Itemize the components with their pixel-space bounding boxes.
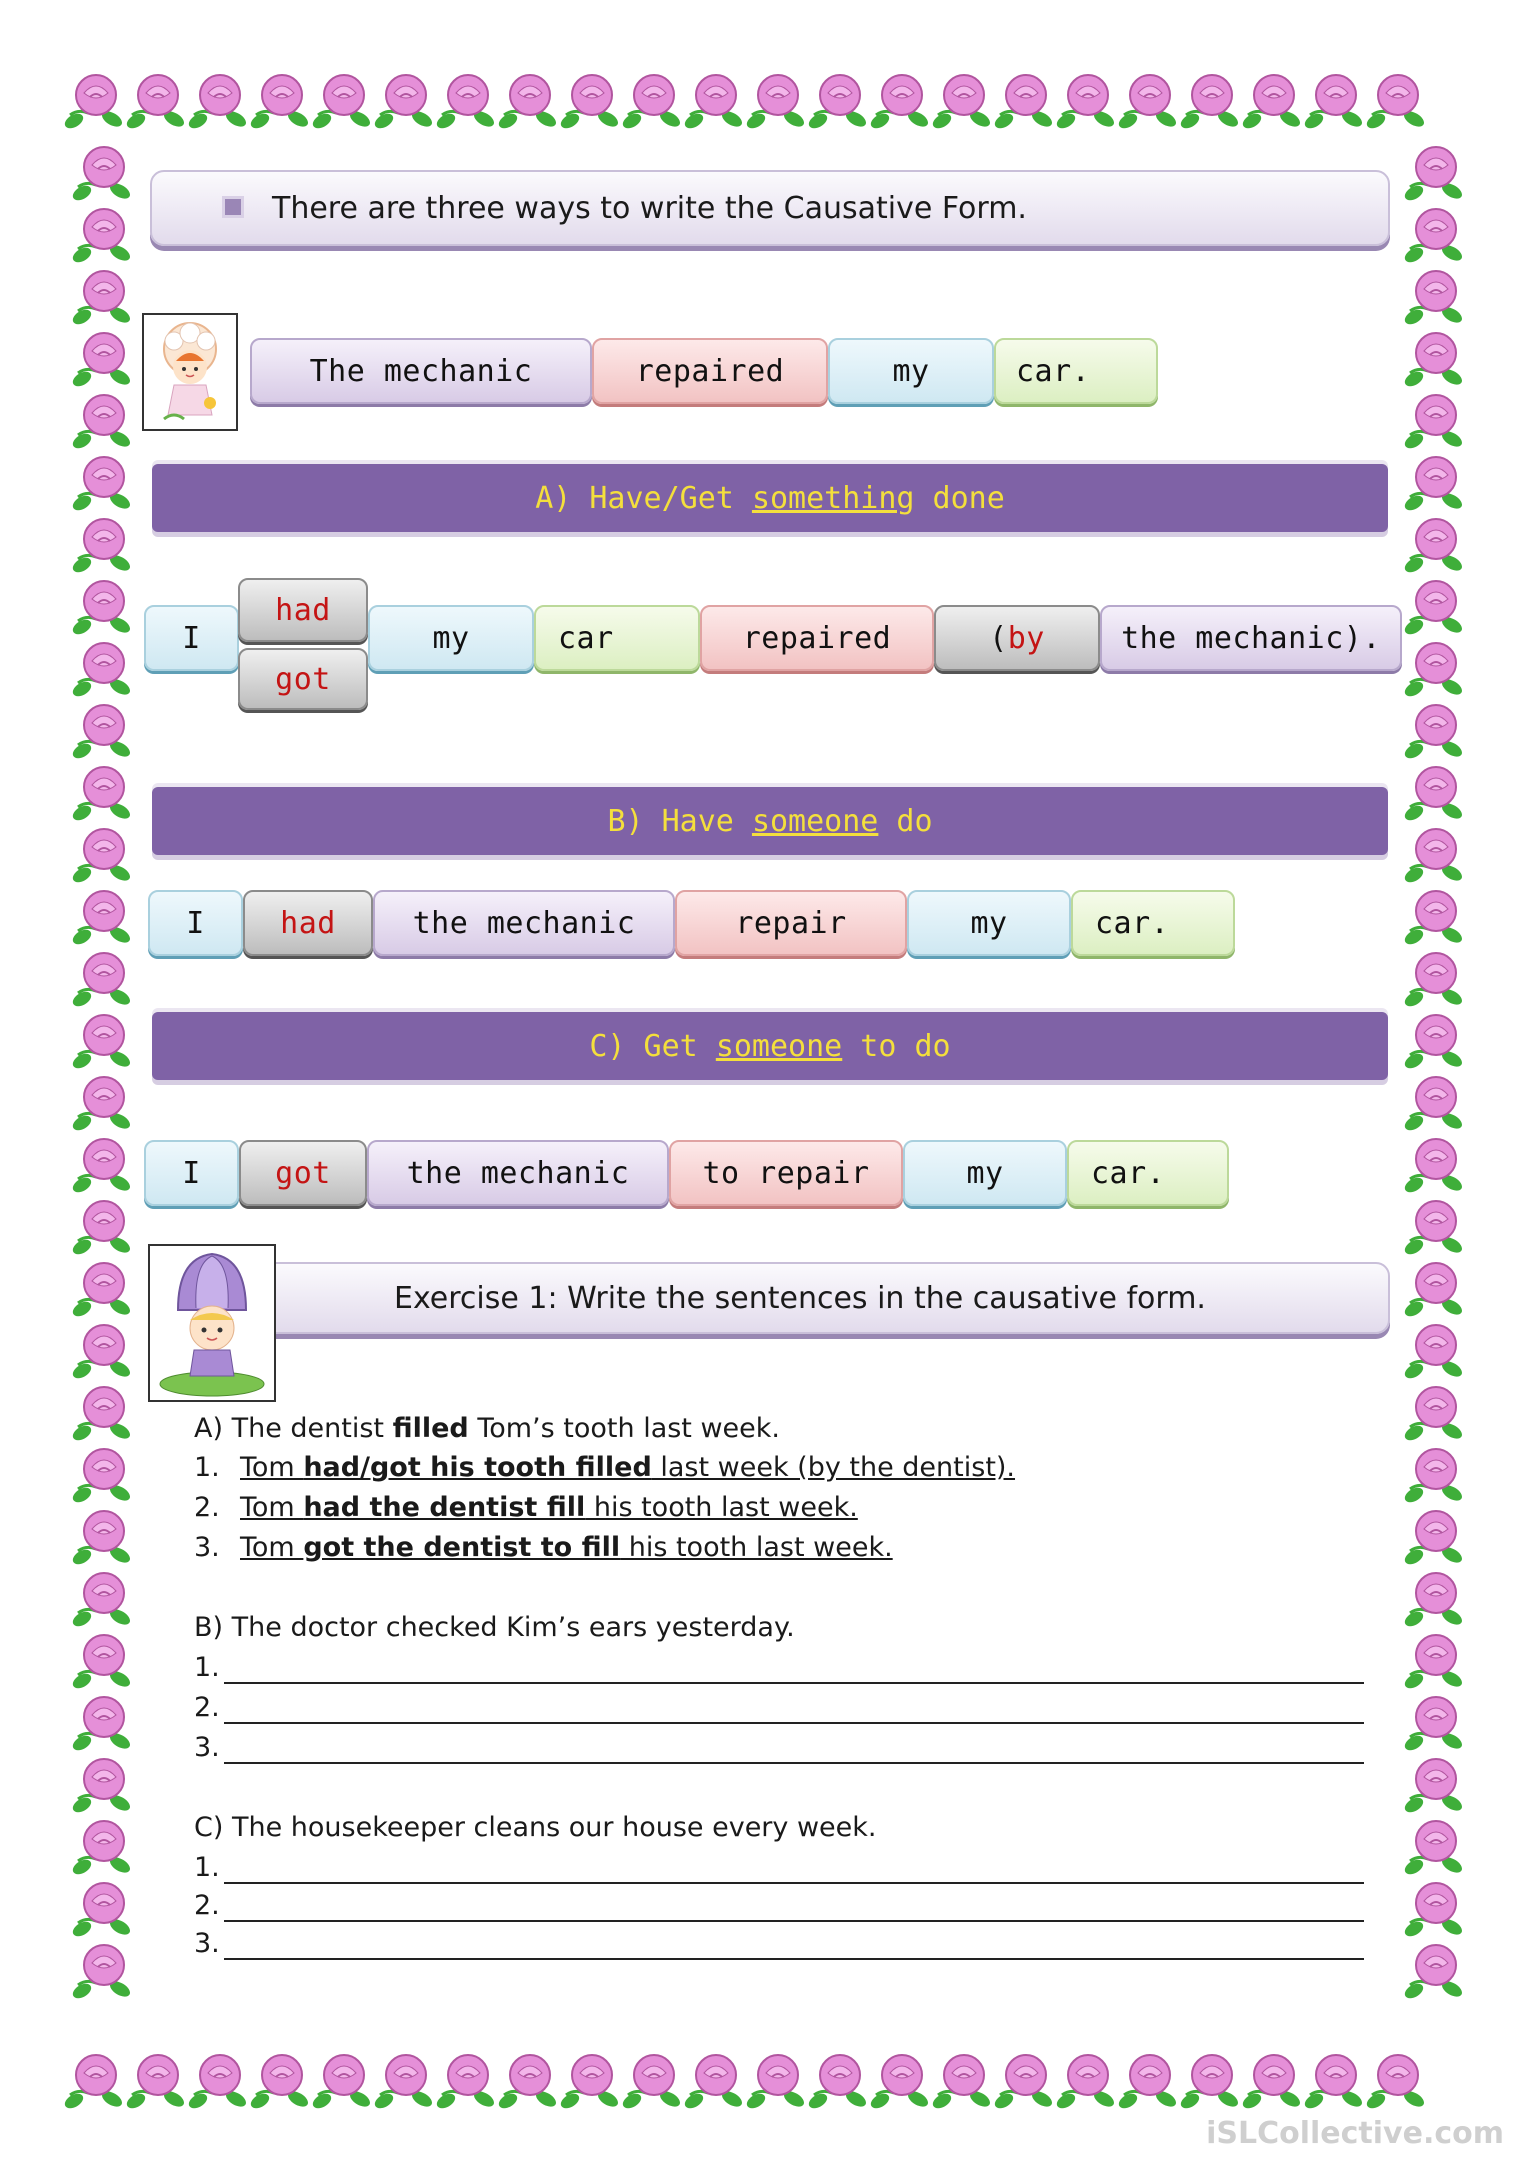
answer-post: his tooth last week.	[620, 1532, 893, 1563]
section-c-label-end: to do	[842, 1028, 951, 1064]
exercise-c-prompt: C) The housekeeper cleans our house every week.	[194, 1812, 877, 1843]
exercise-b-answer-line-1[interactable]	[224, 1682, 1364, 1684]
answer-text	[240, 1492, 858, 1523]
answer-bold: had/got his tooth filled	[303, 1452, 652, 1483]
exercise-a-prompt-verb: filled	[392, 1413, 469, 1444]
exercise-c-answer-line-3[interactable]	[224, 1958, 1364, 1960]
answer-pre: Tom	[240, 1532, 304, 1563]
example-word-possessive: my	[828, 338, 994, 404]
section-a-verb-had: had	[238, 578, 368, 642]
section-c-word-agent: the mechanic	[367, 1140, 669, 1206]
section-a-banner	[152, 464, 1388, 532]
section-a-by-word: by	[1007, 620, 1045, 656]
section-b-word-had: had	[243, 890, 373, 956]
answer-pre: Tom	[240, 1492, 304, 1523]
section-b-label-underlined: someone	[751, 803, 879, 839]
exercise-c-answer-line-1[interactable]	[224, 1882, 1364, 1884]
rose-border-icon	[68, 1933, 140, 2005]
exercise-header	[150, 1262, 1390, 1334]
section-a-label-start: A) Have/Get	[535, 480, 752, 516]
exercise-c-line-2-number: 2.	[194, 1890, 220, 1921]
exercise-a-answer-3	[194, 1532, 893, 1563]
section-c-label-underlined: someone	[715, 1028, 843, 1064]
exercise-b-answer-line-3[interactable]	[224, 1762, 1364, 1764]
watermark: iSLCollective.com	[1206, 2116, 1504, 2151]
exercise-b-line-3-number: 3.	[194, 1732, 220, 1763]
section-c-word-car: car.	[1067, 1140, 1229, 1206]
section-b-word-car: car.	[1071, 890, 1235, 956]
rose-border-icon	[1400, 1933, 1472, 2005]
section-b-word-subject: I	[148, 890, 243, 956]
tulip-fairy-icon	[148, 1244, 276, 1402]
exercise-c-line-1-number: 1.	[194, 1852, 220, 1883]
section-a-word-car: car	[534, 605, 700, 671]
section-a-word-my: my	[368, 605, 534, 671]
section-b-word-repair: repair	[675, 890, 907, 956]
answer-post: his tooth last week.	[585, 1492, 858, 1523]
exercise-a-answer-2	[194, 1492, 858, 1523]
exercise-a-prompt	[194, 1413, 780, 1444]
exercise-title: Exercise 1: Write the sentences in the causative form.	[394, 1280, 1206, 1316]
section-a-subject: I	[144, 605, 239, 671]
section-a-verb-got: got	[238, 648, 368, 710]
section-a-word-repaired: repaired	[700, 605, 934, 671]
exercise-c-line-3-number: 3.	[194, 1928, 220, 1959]
rose-border-icon	[1362, 2043, 1434, 2115]
section-c-word-my: my	[903, 1140, 1067, 1206]
answer-text	[240, 1532, 893, 1563]
section-a-label-end: done	[914, 480, 1005, 516]
answer-number: 1.	[194, 1452, 220, 1483]
exercise-b-line-2-number: 2.	[194, 1692, 220, 1723]
section-c-banner	[152, 1012, 1388, 1080]
exercise-c-answer-line-2[interactable]	[224, 1920, 1364, 1922]
example-word-object: car.	[994, 338, 1158, 404]
section-a-agent: the mechanic).	[1100, 605, 1402, 671]
section-c-label-start: C) Get	[589, 1028, 716, 1064]
exercise-a-prompt-part2: Tom’s tooth last week.	[468, 1413, 781, 1444]
example-word-verb: repaired	[592, 338, 828, 404]
rose-border-right	[1392, 135, 1482, 2045]
intro-header	[150, 170, 1390, 246]
section-b-word-agent: the mechanic	[373, 890, 675, 956]
exercise-a-prompt-part1: A) The dentist	[194, 1413, 393, 1444]
section-b-label-start: B) Have	[607, 803, 752, 839]
section-b-label-end: do	[878, 803, 933, 839]
exercise-b-prompt: B) The doctor checked Kim’s ears yesterday.	[194, 1612, 795, 1643]
section-c-word-subject: I	[144, 1140, 239, 1206]
section-a-label-underlined: something	[751, 480, 915, 516]
section-a-paren: (	[989, 620, 1008, 656]
section-c-word-got: got	[239, 1140, 367, 1206]
intro-text: There are three ways to write the Causative Form.	[272, 190, 1027, 226]
bullet-square-icon	[222, 196, 244, 218]
exercise-b-answer-line-2[interactable]	[224, 1722, 1364, 1724]
section-b-banner	[152, 787, 1388, 855]
exercise-b-line-1-number: 1.	[194, 1652, 220, 1683]
answer-bold: got the dentist to fill	[303, 1532, 621, 1563]
answer-bold: had the dentist fill	[303, 1492, 586, 1523]
example-word-subject: The mechanic	[250, 338, 592, 404]
section-b-word-my: my	[907, 890, 1071, 956]
rose-border-bottom	[60, 2035, 1472, 2125]
rose-border-left	[60, 135, 150, 2045]
answer-post: last week (by the dentist).	[651, 1452, 1016, 1483]
rose-border-top	[60, 55, 1472, 145]
flower-girl-icon	[142, 313, 238, 431]
answer-text	[240, 1452, 1015, 1483]
answer-number: 3.	[194, 1532, 220, 1563]
answer-number: 2.	[194, 1492, 220, 1523]
answer-pre: Tom	[240, 1452, 304, 1483]
section-c-word-to-repair: to repair	[669, 1140, 903, 1206]
exercise-a-answer-1	[194, 1452, 1015, 1483]
rose-border-icon	[1362, 63, 1434, 135]
section-a-by	[934, 605, 1100, 671]
